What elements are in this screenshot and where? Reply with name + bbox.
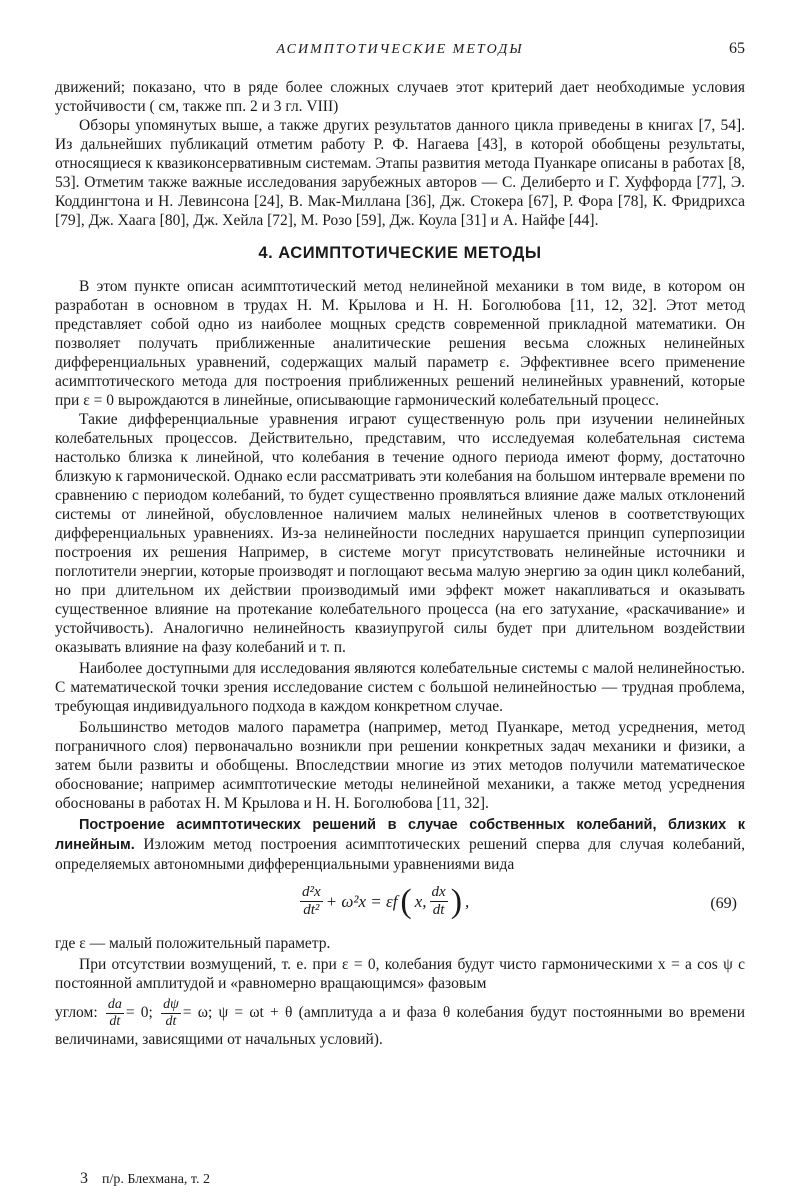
subsection-lead: Построение асимптотических решений в случае собственных колебаний, близких к линейным. <box>55 817 745 853</box>
paragraph-last: При отсутствии возмущений, т. е. при ε = 0, колебания будут чисто гармоническими x = a cos ψ с постоянной амплитудой и «равномерно вращающимся» фазовым <box>55 956 745 992</box>
fraction-da-dt <box>106 997 124 1030</box>
footer-text: п/р. Блехмана, т. 2 <box>102 1172 211 1187</box>
equation-69 <box>55 880 745 930</box>
subsection-paragraph <box>55 815 745 874</box>
equals-omega: = ω; <box>182 1004 213 1022</box>
paragraph-continued: движений; показано, что в ряде более сложных случаев этот критерий дает необходимые условия устойчивости ( см, также пп. 2 и 3 гл. VIII) <box>55 79 745 115</box>
right-paren: ) <box>450 882 463 920</box>
fraction-numerator: d²x <box>302 884 321 900</box>
fraction-d2x-dt2 <box>300 884 323 919</box>
fraction-denominator: dt² <box>303 902 320 918</box>
signature-mark: 3 <box>80 1170 88 1187</box>
paragraph: Такие дифференциальные уравнения играют существенную роль при изучении нелинейных колебательных процессов. Действительно, представим, что исследуемая колебательная система настолько близка к линейной, что колебания в течение одного периода имеют форму, достаточно близкую к гармонической. Однако если рассматривать эти колебания на большом интервале времени по сравнению с периодом колебаний, то будет существенно проявляться влияние даже малых отклонений системы от линейной, обусловленное наличием малых нелинейных членов в соответствующих дифференциальных уравнениях. Из-за нелинейности последних нарушается принцип суперпозиции построения их решения Например, в системе могут присутствовать нелинейные источники и поглотители энергии, которые производят и поглощают весьма малую энергию за один цикл колебаний, но при длительном их действии производимый ими эффект может накапливаться и оказывать существенное влияние на протекание колебательного процесса (на его затухание, «раскачивание» и устойчивость). Аналогично нелинейность квазиупругой силы будет при длительном воздействии оказывать влияние на фазу колебаний и т. п. <box>55 411 745 656</box>
page-body <box>55 78 745 1049</box>
paragraph-after-equation: где ε — малый положительный параметр. <box>55 935 331 952</box>
left-paren: ( <box>400 882 412 920</box>
section-title: 4. АСИМПТОТИЧЕСКИЕ МЕТОДЫ <box>258 244 542 262</box>
equation-tail: , <box>465 892 470 911</box>
fraction-denominator: dt <box>165 1014 177 1029</box>
equation-body <box>300 884 469 919</box>
fraction-denominator: dt <box>432 902 445 918</box>
paragraph: Большинство методов малого параметра (например, метод Пуанкаре, метод усреднения, метод пограничного слоя) первоначально возникли при решении конкретных задач механики и физики, а затем были развиты и обобщены. Впоследствии многие из этих методов получили математическое обоснование; например асимптотические методы нелинейной механики, а также метод усреднения обоснованы в работах Н. М Крылова и Н. Н. Боголюбова [11, 32]. <box>55 719 745 812</box>
paragraph-reviews: Обзоры упомянутых выше, а также других результатов данного цикла приведены в книгах [7, 54]. Из дальнейших публикаций отметим работу Р. Ф. Нагаева [43], в которой обобщены результаты, относящиеся к квазиконсервативным системам. Этапы развития метода Пуанкаре описаны в работах [8, 53]. Отметим также важные исследования зарубежных авторов — С. Делиберто и Г. Хуффорда [77], Э. Коддингтона и Н. Левинсона [24], В. Мак-Миллана [36], Дж. Стокера [67], Р. Фора [78], К. Фридрихса [79], Дж. Хаага [80], Дж. Хейла [72], М. Розо [59], Дж. Коула [31] и А. Найфе [44]. <box>55 117 745 229</box>
fraction-numerator: da <box>107 997 122 1012</box>
subsection-text: Изложим метод построения асимптотических решений сперва для случая колебаний, определяемых автономными дифференциальными уравнениями вида <box>55 836 745 873</box>
fraction-dx-dt <box>430 884 448 919</box>
equation-arg: x, <box>414 892 427 911</box>
page-header <box>55 40 745 60</box>
equation-number: (69) <box>710 895 737 912</box>
page-number: 65 <box>729 40 745 57</box>
running-title: АСИМПТОТИЧЕСКИЕ МЕТОДЫ <box>276 42 524 57</box>
page-footer <box>80 1170 210 1188</box>
paragraph: В этом пункте описан асимптотический метод нелинейной механики в том виде, в котором он разработан в основном в трудах Н. М. Крылова и Н. Н. Боголюбова [11, 12, 32]. Этот метод представляет собой одно из наиболее мощных средств современной прикладной математики. Он позволяет получать приближенные аналитические решения весьма сложных нелинейных дифференциальных уравнений, содержащих малый параметр ε. Эффективнее всего применение асимптотического метода для построения приближенных решений нелинейных уравнений, которые при ε = 0 вырождаются в линейные, описывающие гармонический колебательный процесс. <box>55 278 745 409</box>
fraction-numerator: dψ <box>163 997 179 1012</box>
fraction-denominator: dt <box>109 1014 121 1029</box>
equals-zero: = 0; <box>125 1004 153 1022</box>
equation-middle: + ω²x = εf <box>325 892 398 911</box>
paragraph: Наиболее доступными для исследования являются колебательные системы с малой нелинейностью. С математической точки зрения исследование систем с большой нелинейностью — трудная проблема, требующая индивидуального подхода в каждом конкретном случае. <box>55 660 745 715</box>
paragraph-last-line <box>55 997 745 1049</box>
fraction-dpsi-dt <box>161 997 181 1030</box>
last-line-rest: ψ = ωt + θ (амплитуда a и фаза θ колебания будут постоянными во времени величинами, зависящими от начальных условий). <box>55 1004 746 1048</box>
fraction-numerator: dx <box>431 884 446 900</box>
last-line-start: углом: <box>55 1004 98 1022</box>
